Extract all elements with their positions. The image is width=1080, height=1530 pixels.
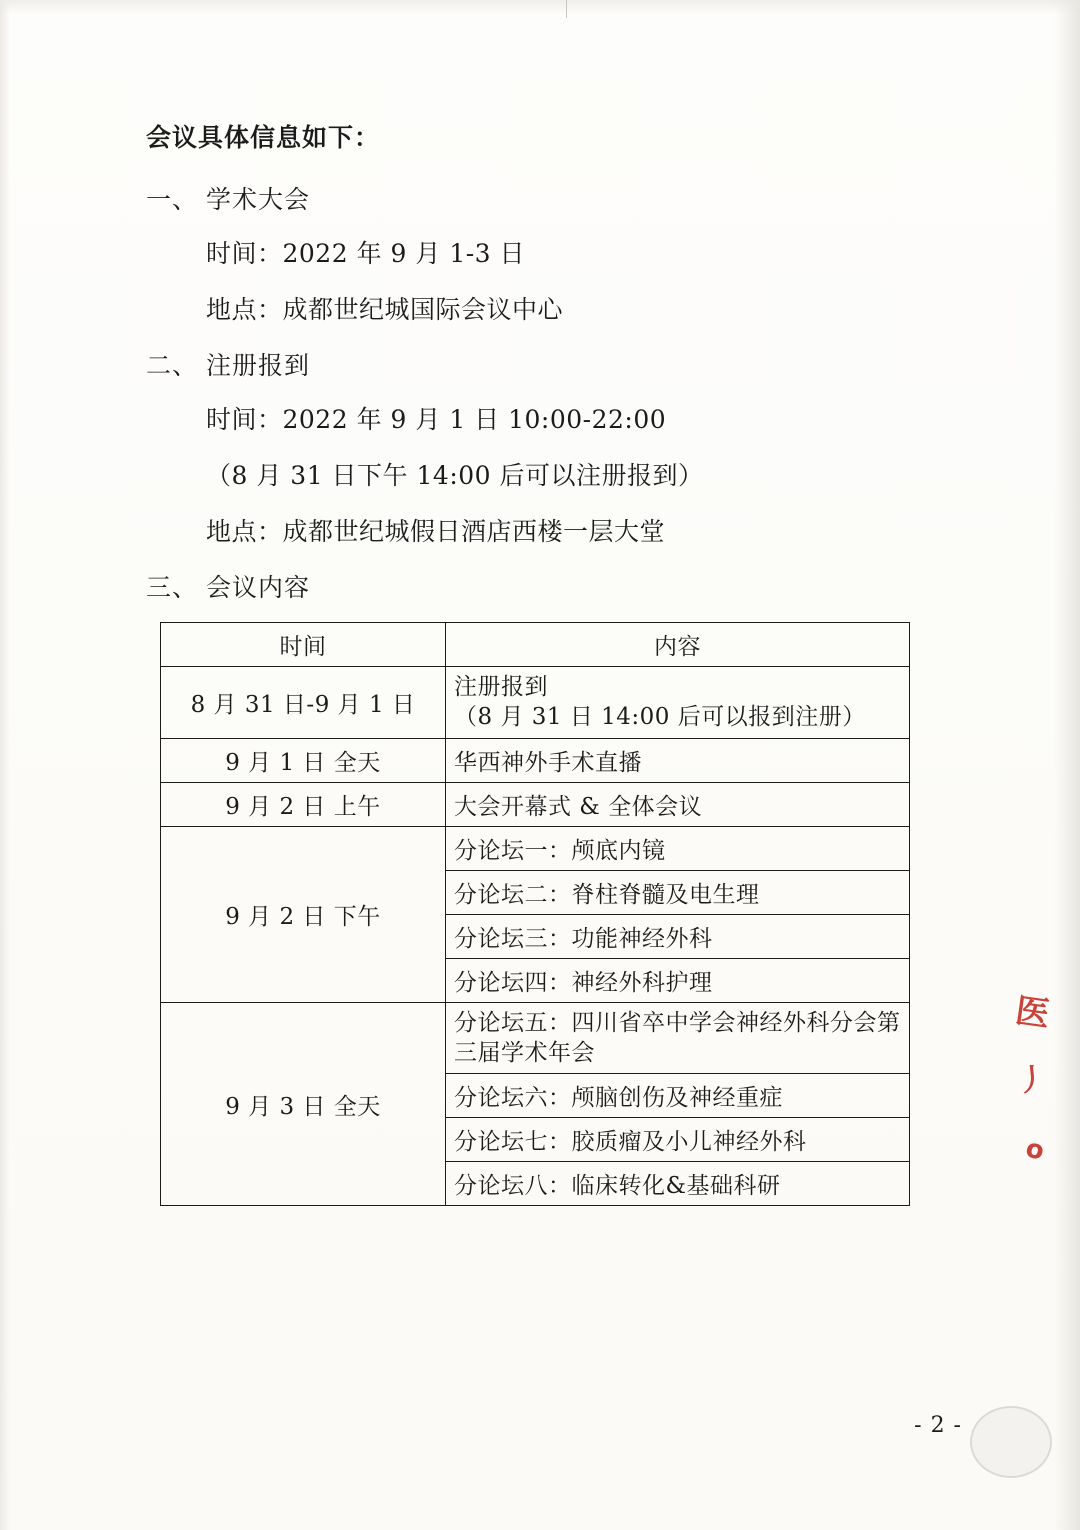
section-label-1: 学术大会 [206, 185, 311, 214]
schedule-table [160, 622, 910, 1206]
row-1-content [446, 667, 910, 739]
handwritten-annotation-1: 医 [1012, 990, 1053, 1036]
table-header-row [161, 623, 910, 667]
section-title-1 [146, 180, 936, 216]
scan-edge-top [0, 0, 1080, 14]
section-2-line-1: 时间：2022 年 9 月 1 日 10:00-22:00 [206, 405, 667, 434]
section-1-line-1: 时间：2022 年 9 月 1-3 日 [206, 239, 526, 268]
row-2-time: 9 月 1 日 全天 [161, 738, 446, 782]
scan-edge-right [1054, 0, 1080, 1530]
row-4-time: 9 月 2 日 下午 [161, 826, 446, 1002]
row-4-content-4: 分论坛四：神经外科护理 [446, 958, 910, 1002]
document-heading: 会议具体信息如下： [146, 123, 381, 152]
table-row [161, 826, 910, 870]
section-title-3 [146, 568, 936, 604]
row-4-content-3: 分论坛三：功能神经外科 [446, 914, 910, 958]
table-header-time: 时间 [161, 623, 446, 667]
section-1-line-2: 地点：成都世纪城国际会议中心 [206, 295, 564, 324]
stamp-watermark [970, 1406, 1052, 1478]
table-row [161, 738, 910, 782]
section-number-1: 一、 [146, 185, 199, 214]
section-number-2: 二、 [146, 351, 199, 380]
handwritten-annotation-3: о [1023, 1133, 1047, 1167]
row-1-content-line-2: （8 月 31 日 14:00 后可以报到注册） [454, 704, 866, 731]
handwritten-annotation-2: 丿 [1014, 1061, 1049, 1100]
document-body [146, 118, 936, 1206]
section-2-line-3: 地点：成都世纪城假日酒店西楼一层大堂 [206, 517, 666, 546]
table-row [161, 667, 910, 739]
row-5-content-2: 分论坛六：颅脑创伤及神经重症 [446, 1074, 910, 1118]
row-1-time: 8 月 31 日-9 月 1 日 [161, 667, 446, 739]
section-label-3: 会议内容 [206, 573, 311, 602]
section-number-3: 三、 [146, 573, 199, 602]
section-2-line-2: （8 月 31 日下午 14:00 后可以注册报到） [206, 461, 704, 490]
scan-edge-left [0, 0, 10, 1530]
row-2-content: 华西神外手术直播 [446, 738, 910, 782]
row-4-content-2: 分论坛二：脊柱脊髓及电生理 [446, 870, 910, 914]
page-number: - 2 - [914, 1413, 962, 1438]
section-title-2 [146, 346, 936, 382]
table-row [161, 782, 910, 826]
row-1-content-line-1: 注册报到 [454, 674, 548, 700]
section-label-2: 注册报到 [206, 351, 311, 380]
row-5-content-4: 分论坛八：临床转化&基础科研 [446, 1162, 910, 1206]
row-4-content-1: 分论坛一：颅底内镜 [446, 826, 910, 870]
row-5-time: 9 月 3 日 全天 [161, 1002, 446, 1206]
table-header-content: 内容 [446, 623, 910, 667]
row-3-content: 大会开幕式 & 全体会议 [446, 782, 910, 826]
row-5-content-1: 分论坛五：四川省卒中学会神经外科分会第三届学术年会 [446, 1002, 910, 1074]
page-crease-mark [566, 0, 567, 18]
row-5-content-3: 分论坛七：胶质瘤及小儿神经外科 [446, 1118, 910, 1162]
row-3-time: 9 月 2 日 上午 [161, 782, 446, 826]
table-row [161, 1002, 910, 1074]
